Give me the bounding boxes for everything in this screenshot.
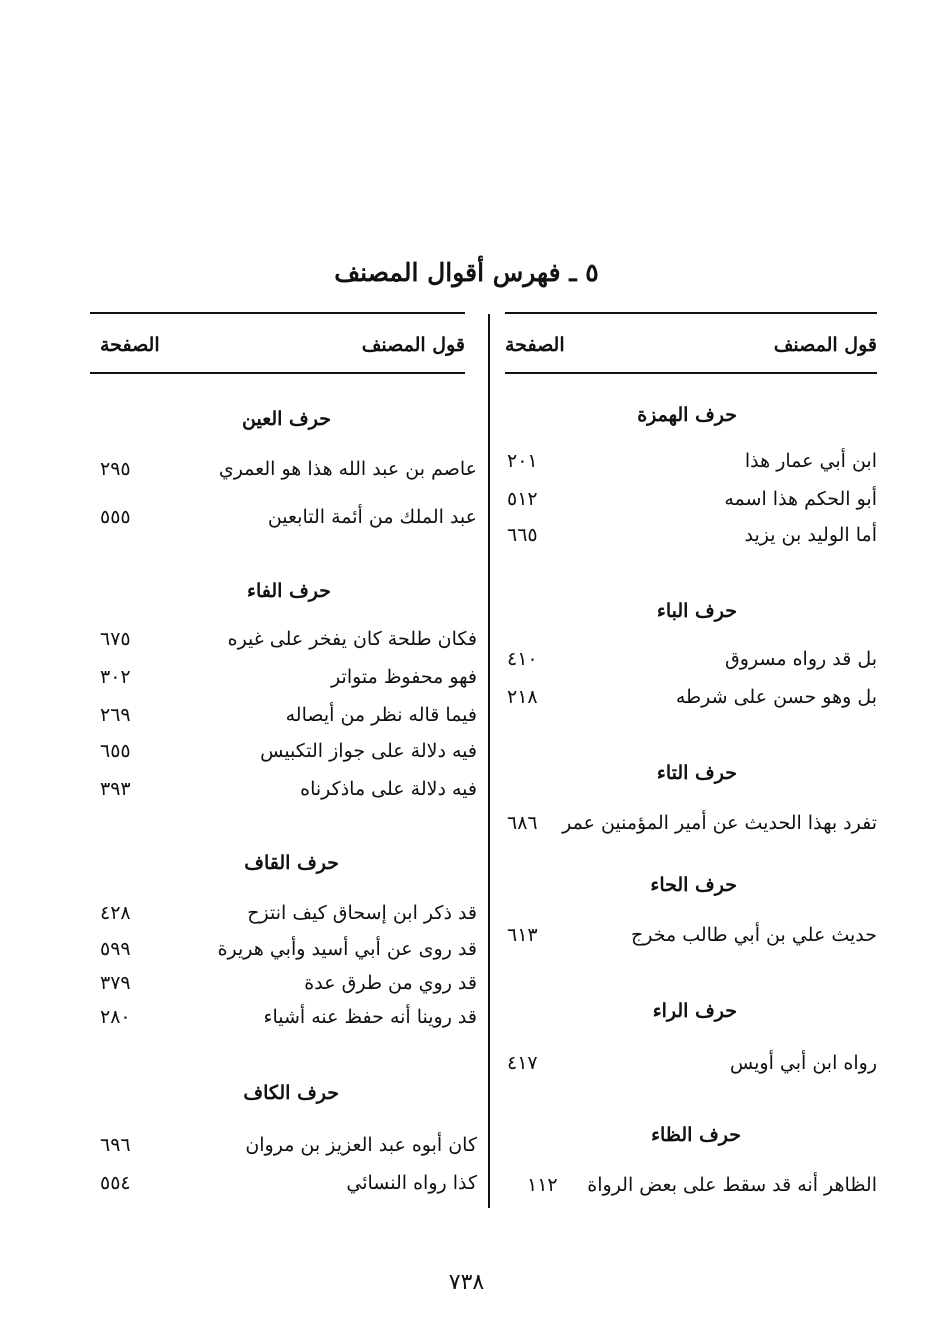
index-entry xyxy=(90,902,477,932)
entry-page: ٥١٢ xyxy=(507,488,538,510)
section-heading: حرف القاف xyxy=(244,852,339,874)
entry-text: حديث علي بن أبي طالب مخرج xyxy=(630,924,877,946)
entry-text: أبو الحكم هذا اسمه xyxy=(724,488,877,510)
index-entry xyxy=(505,1052,877,1082)
entry-page: ٢٠١ xyxy=(507,450,538,472)
section-heading: حرف الراء xyxy=(652,1000,737,1022)
index-entry xyxy=(505,450,877,480)
entry-page: ٥٥٥ xyxy=(100,506,131,528)
entry-text: فكان طلحة كان يفخر على غيره xyxy=(227,628,477,650)
entry-text: قد ذكر ابن إسحاق كيف انتزح xyxy=(247,902,477,924)
section-heading: حرف الفاء xyxy=(247,580,331,602)
column-top-rule xyxy=(505,312,877,314)
section-heading: حرف الحاء xyxy=(650,874,737,896)
entry-page: ٥٩٩ xyxy=(100,938,131,960)
entry-page: ٦٥٥ xyxy=(100,740,131,762)
index-entry xyxy=(90,1172,477,1202)
section-heading: حرف التاء xyxy=(656,762,737,784)
entry-text: كان أبوه عبد العزيز بن مروان xyxy=(245,1134,477,1156)
entry-text: عاصم بن عبد الله هذا هو العمري xyxy=(218,458,477,480)
entry-page: ٦٩٦ xyxy=(100,1134,131,1156)
column-header-rule xyxy=(90,372,465,374)
section-heading: حرف الظاء xyxy=(651,1124,741,1146)
entry-text: فيه دلالة على ماذكرناه xyxy=(300,778,477,800)
index-entry xyxy=(90,778,477,808)
entry-page: ٤١٧ xyxy=(507,1052,538,1074)
entry-page: ٢٨٠ xyxy=(100,1006,131,1028)
page-number: ٧٣٨ xyxy=(448,1270,485,1295)
entry-text: تفرد بهذا الحديث عن أمير المؤمنين عمر xyxy=(562,812,877,834)
entry-text: رواه ابن أبي أويس xyxy=(729,1052,877,1074)
index-entry xyxy=(90,740,477,770)
section-heading: حرف الباء xyxy=(656,600,737,622)
column-header-rule xyxy=(505,372,877,374)
entry-page: ٦٦٥ xyxy=(507,524,538,546)
entry-text: بل وهو حسن على شرطه xyxy=(675,686,877,708)
section-heading: حرف الهمزة xyxy=(637,404,737,426)
entry-text: عبد الملك من أئمة التابعين xyxy=(267,506,477,528)
entry-page: ٤٢٨ xyxy=(100,902,131,924)
entry-page: ٥٥٤ xyxy=(100,1172,131,1194)
index-entry xyxy=(90,506,477,536)
entry-page: ٦١٣ xyxy=(507,924,538,946)
entry-page: ٦٧٥ xyxy=(100,628,131,650)
entry-page: ١١٢ xyxy=(527,1174,558,1196)
entry-text: فيما قاله نظر من أيصاله xyxy=(285,704,477,726)
index-entry xyxy=(505,488,877,518)
index-entry xyxy=(90,938,477,968)
index-entry xyxy=(90,628,477,658)
entry-text: ابن أبي عمار هذا xyxy=(744,450,877,472)
column-header-quote: قول المصنف xyxy=(773,334,877,356)
entry-text: قد روي من طرق عدة xyxy=(304,972,477,994)
column-header-quote: قول المصنف xyxy=(361,334,465,356)
entry-page: ٢١٨ xyxy=(507,686,538,708)
entry-page: ٢٩٥ xyxy=(100,458,131,480)
entry-text: قد روينا أنه حفظ عنه أشياء xyxy=(263,1006,477,1028)
index-entry xyxy=(90,458,477,488)
index-entry xyxy=(90,666,477,696)
section-heading: حرف الكاف xyxy=(243,1082,339,1104)
entry-text: كذا رواه النسائي xyxy=(346,1172,477,1194)
entry-page: ٣٩٣ xyxy=(100,778,131,800)
column-header-page: الصفحة xyxy=(505,334,565,356)
entry-page: ٤١٠ xyxy=(507,648,538,670)
index-entry xyxy=(90,1134,477,1164)
column-divider xyxy=(488,314,490,1208)
index-entry xyxy=(90,704,477,734)
index-entry xyxy=(505,1174,877,1204)
entry-text: فهو محفوظ متواتر xyxy=(331,666,477,688)
index-entry xyxy=(505,686,877,716)
index-entry xyxy=(505,524,877,554)
index-entry xyxy=(505,924,877,954)
entry-text: بل قد رواه مسروق xyxy=(725,648,877,670)
entry-page: ٣٧٩ xyxy=(100,972,131,994)
entry-page: ٦٨٦ xyxy=(507,812,538,834)
column-header-page: الصفحة xyxy=(100,334,160,356)
index-entry xyxy=(90,972,477,1002)
entry-text: قد روى عن أبي أسيد وأبي هريرة xyxy=(217,938,477,960)
entry-page: ٢٦٩ xyxy=(100,704,131,726)
entry-text: أما الوليد بن يزيد xyxy=(744,524,877,546)
entry-text: فيه دلالة على جواز التكبيس xyxy=(260,740,477,762)
index-entry xyxy=(505,812,877,842)
index-entry xyxy=(505,648,877,678)
page-title: ٥ ـ فهرس أقوال المصنف xyxy=(334,258,599,287)
column-top-rule xyxy=(90,312,465,314)
index-entry xyxy=(90,1006,477,1036)
entry-page: ٣٠٢ xyxy=(100,666,131,688)
entry-text: الظاهر أنه قد سقط على بعض الرواة xyxy=(587,1174,877,1196)
section-heading: حرف العين xyxy=(242,408,331,430)
